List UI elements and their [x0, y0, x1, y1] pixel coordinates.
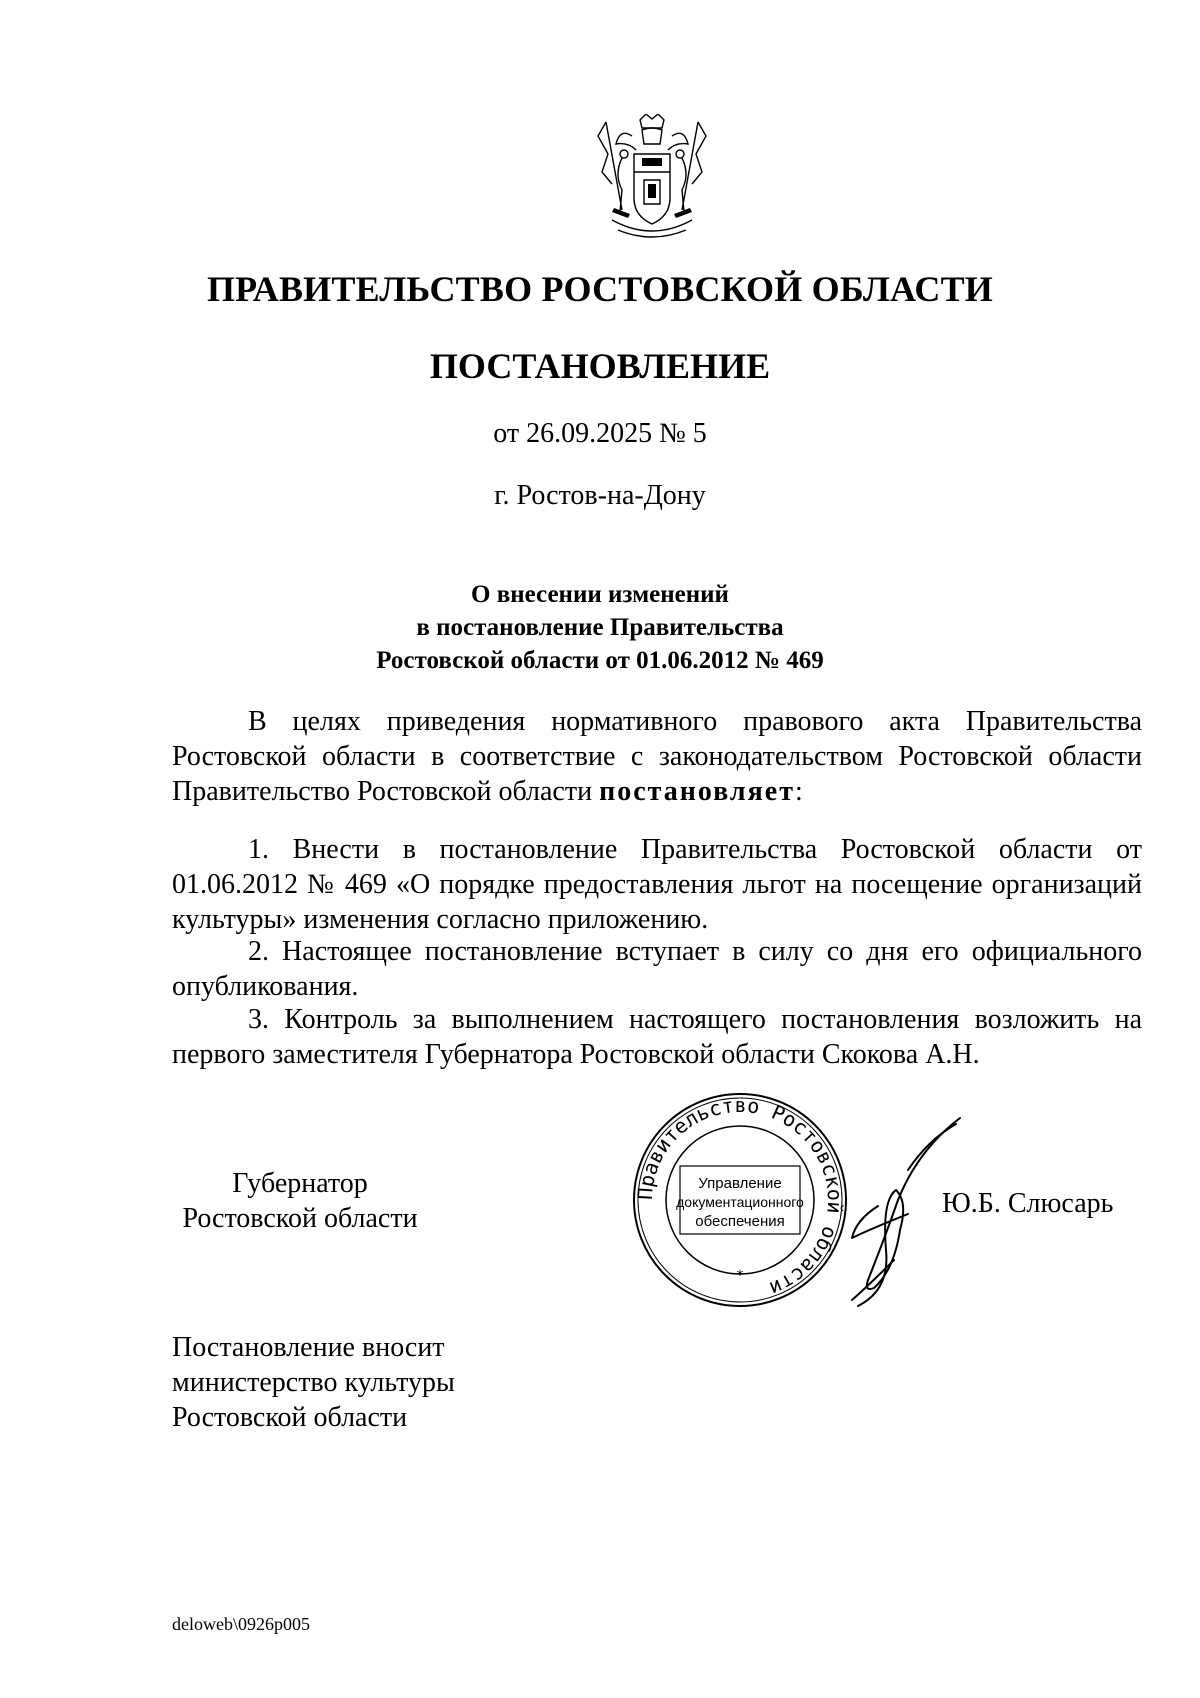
submitter-note-line: Ростовской области	[172, 1402, 408, 1433]
document-file-reference: deloweb\0926p005	[172, 1614, 310, 1634]
submitter-note-line: министерство культуры	[172, 1367, 455, 1398]
document-city: г. Ростов-на-Дону	[494, 480, 706, 511]
decree-item-1: 1. Внести в постановление Правительства Ростовской области от 01.06.2012 № 469 «О порядке предоставления льгот на посещение организаций культуры» изменения согласно приложению.	[172, 834, 1142, 935]
preamble-text: В целях приведения нормативного правового акта Правительства Ростовской области в соответствие с законодательством Ростовской области Правительство Ростовской области	[172, 706, 1142, 807]
seal-outer-text: Правительство Ростовской области	[632, 1092, 848, 1302]
document-date-number: от 26.09.2025 № 5	[493, 418, 707, 449]
document-subject	[0, 578, 1200, 677]
subject-line: в постановление Правительства	[416, 614, 784, 641]
document-type: ПОСТАНОВЛЕНИЕ	[429, 346, 771, 386]
seal-inner-line: обеспечения	[695, 1213, 785, 1230]
signer-name: Ю.Б. Слюсарь	[942, 1188, 1114, 1219]
submitter-note	[172, 1330, 455, 1435]
official-seal	[630, 1090, 850, 1310]
coat-of-arms-icon	[592, 114, 712, 242]
signatory-title-line: Губернатор	[232, 1168, 368, 1199]
svg-text:*: *	[736, 1268, 744, 1284]
preamble-keyword: постановляет	[599, 776, 795, 807]
preamble-end: :	[794, 776, 803, 807]
submitter-note-line: Постановление вносит	[172, 1332, 445, 1363]
subject-line: О внесении изменений	[471, 581, 729, 608]
decree-item-2: 2. Настоящее постановление вступает в силу со дня его официального опубликования.	[172, 936, 1142, 1002]
subject-line: Ростовской области от 01.06.2012 № 469	[376, 647, 824, 674]
seal-inner-line: документационного	[676, 1194, 804, 1210]
organization-title: ПРАВИТЕЛЬСТВО РОСТОВСКОЙ ОБЛАСТИ	[206, 269, 994, 309]
signatory-title-line: Ростовской области	[182, 1203, 418, 1234]
decree-item-3: 3. Контроль за выполнением настоящего постановления возложить на первого заместителя Губернатора Ростовской области Скокова А.Н.	[172, 1004, 1142, 1070]
signatory-title	[175, 1166, 425, 1236]
seal-inner-line: Управление	[698, 1175, 782, 1192]
preamble-paragraph	[172, 704, 1142, 809]
